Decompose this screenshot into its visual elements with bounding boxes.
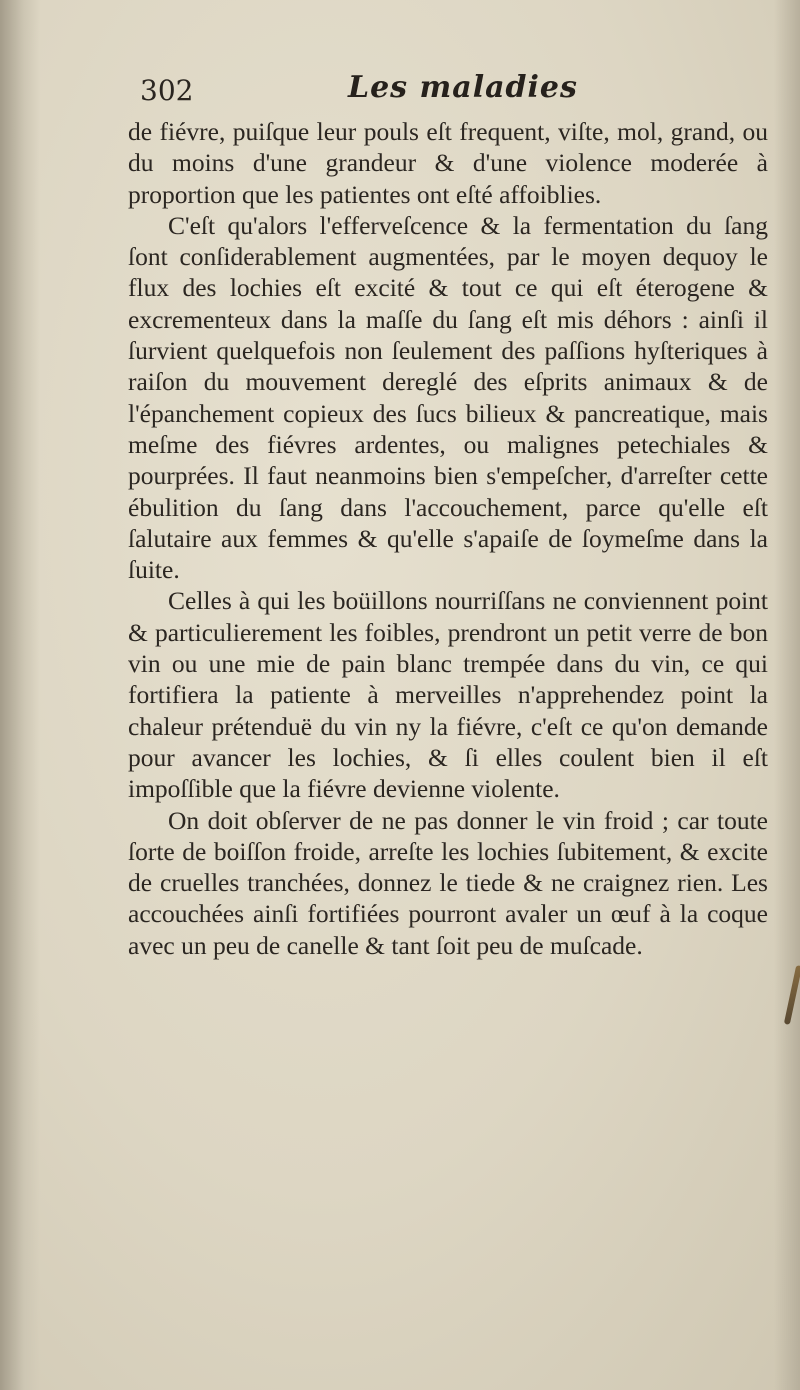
page-number: 302 [140,74,194,107]
paragraph-1: de fiévre, puiſque leur pouls eſt frequent, viſte, mol, grand, ou du moins d'une grandeur & d'une violence moderée à proportion que les patientes ont eſté affoiblies. [128,117,768,209]
body-text [128,116,768,961]
page-header [140,68,770,116]
paragraph-3: Celles à qui les boüillons nourriſſans ne conviennent point & particulierement les foibles, prendront un petit verre de bon vin ou une mie de pain blanc trempée dans du vin, ce qui fortifiera la patiente à merveilles n'apprehendez point la chaleur prétenduë du vin ny la fiévre, c'eſt ce qu'on demande pour avancer les lochies, & ſi elles coulent bien il eſt impoſſible que la fiévre devienne violente. [128,586,768,804]
page-gutter-shadow [0,0,40,1390]
paragraph-4: On doit obſerver de ne pas donner le vin froid ; car toute ſorte de boiſſon froide, arreſte les lochies ſubitement, & excite de cruelles tranchées, donnez le tiede & ne craignez rien. Les accouchées ainſi fortifiées pourront avaler un œuf à la coque avec un peu de canelle & tant ſoit peu de muſcade. [128,805,768,960]
paragraph-2: C'eſt qu'alors l'efferveſcence & la fermentation du ſang ſont conſiderablement augmentées, par le moyen dequoy le flux des lochies eſt excité & tout ce qui eſt éterogene & excrementeux dans la maſſe du ſang eſt mis déhors : ainſi il ſurvient quelquefois non ſeulement des paſſions hyſteriques à raiſon du mouvement dereglé des eſprits animaux & de l'épanchement copieux des ſucs bilieux & pancreatique, mais meſme des fiévres ardentes, ou malignes petechiales & pourprées. Il faut neanmoins bien s'empeſcher, d'arreſter cette ébulition du ſang dans l'accouchement, parce qu'elle eſt ſalutaire aux femmes & qu'elle s'apaiſe de ſoymeſme dans la ſuite. [128,210,768,585]
running-head: Les maladies [348,70,578,105]
page-edge-shadow [774,0,800,1390]
